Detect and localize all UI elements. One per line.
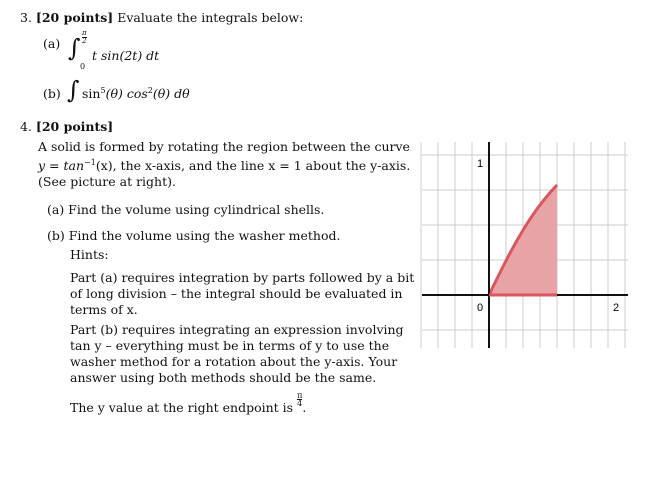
tick-label-x-2: 2 xyxy=(612,302,620,314)
part-b-label: (b) xyxy=(43,86,61,101)
statement-line-3: (See picture at right). xyxy=(38,174,176,189)
problem4-part-a: (a) Find the volume using cylindrical shells. xyxy=(47,202,325,217)
problem4-points: [20 points] xyxy=(35,119,114,134)
tick-label-y-1: 1 xyxy=(476,158,484,170)
problem3-instruction: Evaluate the integrals below: xyxy=(117,10,304,25)
hint-1: Part (a) requires integration by parts followed by a bit of long division – the integral should be evaluated in terms of x. xyxy=(70,270,415,317)
problem4-part-b: (b) Find the volume using the washer method. xyxy=(47,228,341,243)
endpoint-note: The y value at the right endpoint is $\frac{\pi}{4}$. xyxy=(70,391,307,415)
problem3-points: [20 points] xyxy=(35,10,114,25)
problem3-number: 3. xyxy=(20,10,32,25)
hints-label: Hints: xyxy=(70,247,109,262)
hint-2: Part (b) requires integrating an expression involving tan y – everything must be in terms of y to use the washer method for a rotation about the y-axis. Your answer using both methods should be the same. xyxy=(70,322,404,385)
statement-line-2: $y = \tan^{-1}(x)$, the x-axis, and the line x = 1 about the y-axis. xyxy=(38,158,411,173)
integrand-b: $\sin^5(\theta)$ $\cos^2(\theta)$ dθ xyxy=(82,86,190,101)
integral-sign-icon: ∫ xyxy=(67,76,80,104)
tick-label-x-0: 0 xyxy=(476,302,484,314)
integral-sign-icon: ∫ xyxy=(68,34,81,62)
part-a-label: (a) xyxy=(43,36,61,51)
problem4-number: 4. xyxy=(20,119,32,134)
integrand-a: t sin(2t) dt xyxy=(92,48,160,63)
integral-upper-limit: $\frac{\pi}{2}$ xyxy=(82,29,87,45)
statement-line-1: A solid is formed by rotating the region between the curve xyxy=(38,139,410,154)
integral-lower-limit: 0 xyxy=(80,62,86,71)
